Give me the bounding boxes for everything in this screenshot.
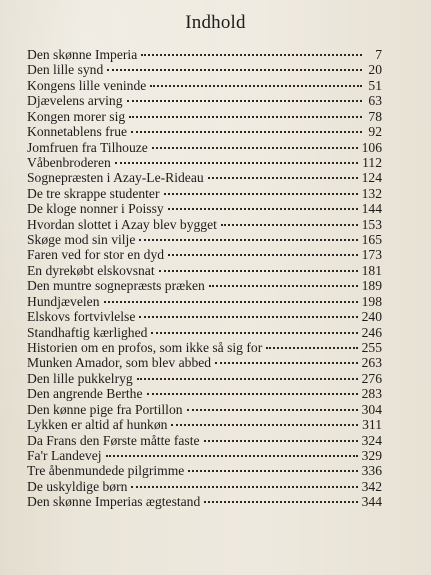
toc-entry [27,201,382,216]
dot-leader [168,254,358,256]
toc-entry-page-number: 263 [361,355,382,371]
toc-entry-title: Den lille pukkelryg [27,370,133,386]
toc-entry [27,263,382,278]
toc-entry-title: Konnetablens frue [27,124,128,140]
dot-leader [139,316,357,318]
toc-entry [27,309,382,324]
toc-entry [27,140,382,155]
dot-leader [187,409,358,411]
toc-entry [27,124,382,139]
toc-entry-title: Jomfruen fra Tilhouze [27,139,148,155]
toc-entry [27,93,382,108]
toc-entry-page-number: 173 [361,247,382,263]
toc-entry-title: Lykken er altid af hunkøn [27,417,168,433]
toc-entry-title: Den kønne pige fra Portillon [27,401,183,417]
toc-entry-page-number: 181 [361,262,382,278]
toc-entry-title: De kloge nonner i Poissy [27,201,164,217]
toc-entry-title: Kongens lille veninde [27,77,147,93]
dot-leader [131,486,357,488]
toc-entry [27,340,382,355]
toc-entry-page-number: 78 [368,108,382,124]
toc-entry-page-number: 344 [361,494,382,510]
toc-entry-title: Elskovs fortvivlelse [27,309,136,325]
dot-leader [104,301,358,303]
toc-entry [27,417,382,432]
toc-entry [27,78,382,93]
toc-entry-title: De tre skrappe studenter [27,185,160,201]
dot-leader [215,362,358,364]
toc-entry-title: Djævelens arving [27,93,123,109]
dot-leader [164,193,358,195]
toc-entry-page-number: 342 [361,478,382,494]
dot-leader [106,455,358,457]
toc-entry [27,433,382,448]
toc-entry [27,402,382,417]
toc-entry-page-number: 311 [362,417,382,433]
dot-leader [151,332,357,334]
toc-entry-page-number: 246 [361,324,382,340]
dot-leader [204,440,358,442]
toc-entry-page-number: 132 [361,185,382,201]
dot-leader [209,285,358,287]
toc-entry-page-number: 304 [361,401,382,417]
toc-entry-page-number: 92 [368,124,382,140]
toc-entry-page-number: 63 [368,93,382,109]
toc-entry [27,463,382,478]
toc-entry-page-number: 20 [368,62,382,78]
toc-entry [27,232,382,247]
toc-entry-title: Munken Amador, som blev abbed [27,355,212,371]
toc-entry [27,294,382,309]
dot-leader [107,69,362,71]
toc-entry [27,479,382,494]
page-title: Indhold [185,12,246,33]
toc-entry-page-number: 198 [361,293,382,309]
toc-entry-page-number: 336 [361,463,382,479]
toc-entry-page-number: 329 [361,447,382,463]
toc-entry-title: Den muntre sognepræsts præken [27,278,205,294]
toc-entry [27,47,382,62]
toc-entry-title: Faren ved for stor en dyd [27,247,165,263]
dot-leader [127,100,362,102]
dot-leader [129,116,362,118]
dot-leader [141,54,362,56]
dot-leader [168,208,358,210]
dot-leader [159,270,358,272]
toc-entry-title: Den skønne Imperias ægtestand [27,494,201,510]
toc-entry-page-number: 240 [361,309,382,325]
toc-entry-title: Hundjævelen [27,293,100,309]
dot-leader [115,162,358,164]
toc-entry [27,217,382,232]
toc-entry [27,494,382,509]
dot-leader [204,501,357,503]
toc-entry [27,278,382,293]
toc-entry-title: Den skønne Imperia [27,47,138,62]
toc-entry-title: Kongen morer sig [27,108,126,124]
dot-leader [139,239,357,241]
toc-entry [27,325,382,340]
toc-entry [27,247,382,262]
dot-leader [137,378,358,380]
toc-entry-page-number: 112 [362,154,382,170]
toc-entry [27,186,382,201]
dot-leader [131,131,362,133]
toc-entry-title: Tre åbenmundede pilgrimme [27,463,185,479]
toc-entry-page-number: 324 [361,432,382,448]
toc-entry-title: En dyrekøbt elskovsnat [27,262,155,278]
toc-entry-title: Historien om en profos, som ikke så sig for [27,340,263,356]
toc-entry-title: Skøge mod sin vilje [27,232,136,248]
toc-entry [27,170,382,185]
toc-entry-title: Den angrende Berthe [27,386,143,402]
toc-entry-page-number: 189 [361,278,382,294]
toc-entry-page-number: 144 [361,201,382,217]
toc-entry [27,355,382,370]
toc-entry-page-number: 106 [361,139,382,155]
toc-entry-page-number: 165 [361,232,382,248]
dot-leader [152,147,358,149]
dot-leader [188,470,357,472]
dot-leader [208,177,358,179]
toc-entry-title: Da Frans den Første måtte faste [27,432,200,448]
toc-entry-page-number: 283 [361,386,382,402]
dot-leader [221,224,358,226]
toc-entry-page-number: 276 [361,370,382,386]
toc-entry-page-number: 51 [368,77,382,93]
toc-entry [27,155,382,170]
toc-entry-title: Standhaftig kærlighed [27,324,148,340]
toc-entry [27,62,382,77]
toc-entry-title: Våbenbroderen [27,154,111,170]
toc-entry-title: Fa'r Landevej [27,447,102,463]
toc-entry-title: Sognepræsten i Azay-Le-Rideau [27,170,204,186]
toc-entry [27,109,382,124]
toc-entry [27,371,382,386]
dot-leader [147,393,358,395]
toc-entry [27,386,382,401]
toc-entry-title: Den lille synd [27,62,104,78]
table-of-contents [27,47,382,510]
dot-leader [171,424,358,426]
toc-entry-page-number: 124 [361,170,382,186]
toc-entry-title: Hvordan slottet i Azay blev bygget [27,216,217,232]
toc-entry-page-number: 7 [375,47,382,62]
toc-entry-page-number: 153 [361,216,382,232]
dot-leader [150,85,362,87]
toc-entry [27,448,382,463]
dot-leader [266,347,357,349]
toc-entry-title: De uskyldige børn [27,478,128,494]
toc-entry-page-number: 255 [361,340,382,356]
